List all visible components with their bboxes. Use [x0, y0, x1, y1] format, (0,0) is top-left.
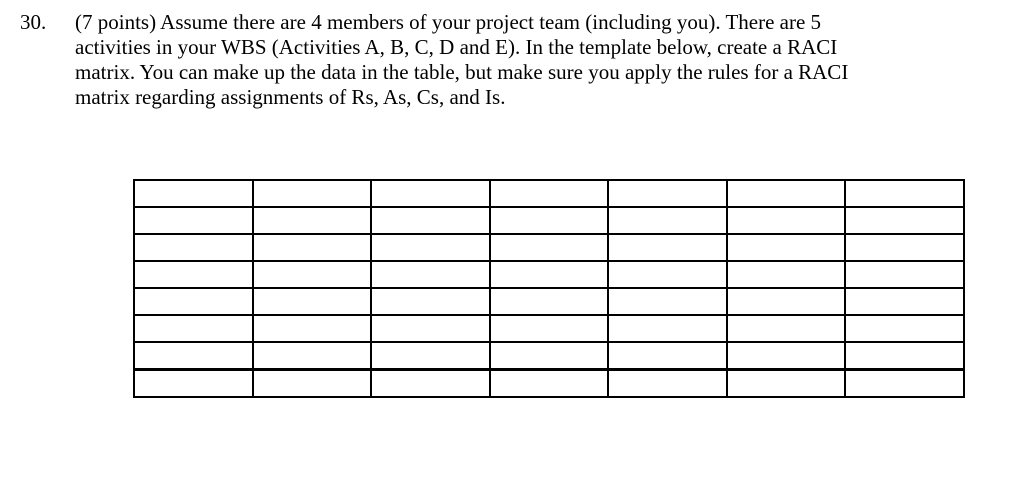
table-cell[interactable]: [371, 342, 490, 370]
table-cell[interactable]: [371, 180, 490, 207]
table-cell[interactable]: [727, 370, 846, 398]
table-cell[interactable]: [490, 370, 609, 398]
question-line-4: matrix regarding assignments of Rs, As, Cs, and Is.: [75, 85, 506, 109]
table-cell[interactable]: [608, 370, 727, 398]
table-cell[interactable]: [134, 288, 253, 315]
table-cell[interactable]: [845, 370, 964, 398]
table-cell[interactable]: [253, 370, 372, 398]
table-row: [134, 261, 964, 288]
table-row: [134, 342, 964, 370]
table-cell[interactable]: [845, 180, 964, 207]
question-line-2: activities in your WBS (Activities A, B, C, D and E). In the template below, create a RACI: [75, 35, 838, 59]
table-cell[interactable]: [371, 288, 490, 315]
table-cell[interactable]: [371, 234, 490, 261]
table-cell[interactable]: [490, 315, 609, 342]
table-row: [134, 180, 964, 207]
table-cell[interactable]: [253, 234, 372, 261]
table-cell[interactable]: [134, 370, 253, 398]
table-cell[interactable]: [371, 261, 490, 288]
table-cell[interactable]: [134, 180, 253, 207]
table-cell[interactable]: [608, 207, 727, 234]
raci-matrix-template: [133, 179, 965, 398]
table-cell[interactable]: [727, 315, 846, 342]
table-row: [134, 207, 964, 234]
table-row: [134, 370, 964, 398]
table-cell[interactable]: [490, 234, 609, 261]
table-row: [134, 234, 964, 261]
table-cell[interactable]: [845, 342, 964, 370]
table-cell[interactable]: [490, 207, 609, 234]
table-cell[interactable]: [253, 288, 372, 315]
table-cell[interactable]: [727, 207, 846, 234]
table-cell[interactable]: [134, 261, 253, 288]
table-cell[interactable]: [371, 370, 490, 398]
table-cell[interactable]: [845, 315, 964, 342]
table-cell[interactable]: [727, 261, 846, 288]
table-cell[interactable]: [490, 342, 609, 370]
table-cell[interactable]: [253, 207, 372, 234]
table-cell[interactable]: [608, 315, 727, 342]
table-cell[interactable]: [253, 261, 372, 288]
table-cell[interactable]: [845, 288, 964, 315]
table-cell[interactable]: [727, 288, 846, 315]
table-cell[interactable]: [608, 234, 727, 261]
table-cell[interactable]: [371, 207, 490, 234]
table-cell[interactable]: [134, 315, 253, 342]
table-cell[interactable]: [490, 261, 609, 288]
table-cell[interactable]: [608, 342, 727, 370]
question-line-1: [20, 10, 980, 35]
table-cell[interactable]: [845, 234, 964, 261]
table-cell[interactable]: [253, 180, 372, 207]
question-number: 30.: [20, 10, 47, 34]
question-text: [20, 10, 980, 110]
table-cell[interactable]: [134, 234, 253, 261]
table-cell[interactable]: [727, 234, 846, 261]
table-cell[interactable]: [608, 288, 727, 315]
table-cell[interactable]: [134, 342, 253, 370]
table-cell[interactable]: [727, 342, 846, 370]
table-cell[interactable]: [253, 342, 372, 370]
table-cell[interactable]: [845, 261, 964, 288]
table-cell[interactable]: [727, 180, 846, 207]
table-cell[interactable]: [490, 288, 609, 315]
table-row: [134, 315, 964, 342]
table-cell[interactable]: [845, 207, 964, 234]
table-row: [134, 288, 964, 315]
question-line-3: matrix. You can make up the data in the table, but make sure you apply the rules for a RACI: [75, 60, 849, 84]
table-cell[interactable]: [253, 315, 372, 342]
question-text-line: (7 points) Assume there are 4 members of your project team (including you). There are 5: [75, 10, 822, 34]
table-cell[interactable]: [490, 180, 609, 207]
table-cell[interactable]: [608, 261, 727, 288]
table-cell[interactable]: [608, 180, 727, 207]
table-cell[interactable]: [134, 207, 253, 234]
table-cell[interactable]: [371, 315, 490, 342]
